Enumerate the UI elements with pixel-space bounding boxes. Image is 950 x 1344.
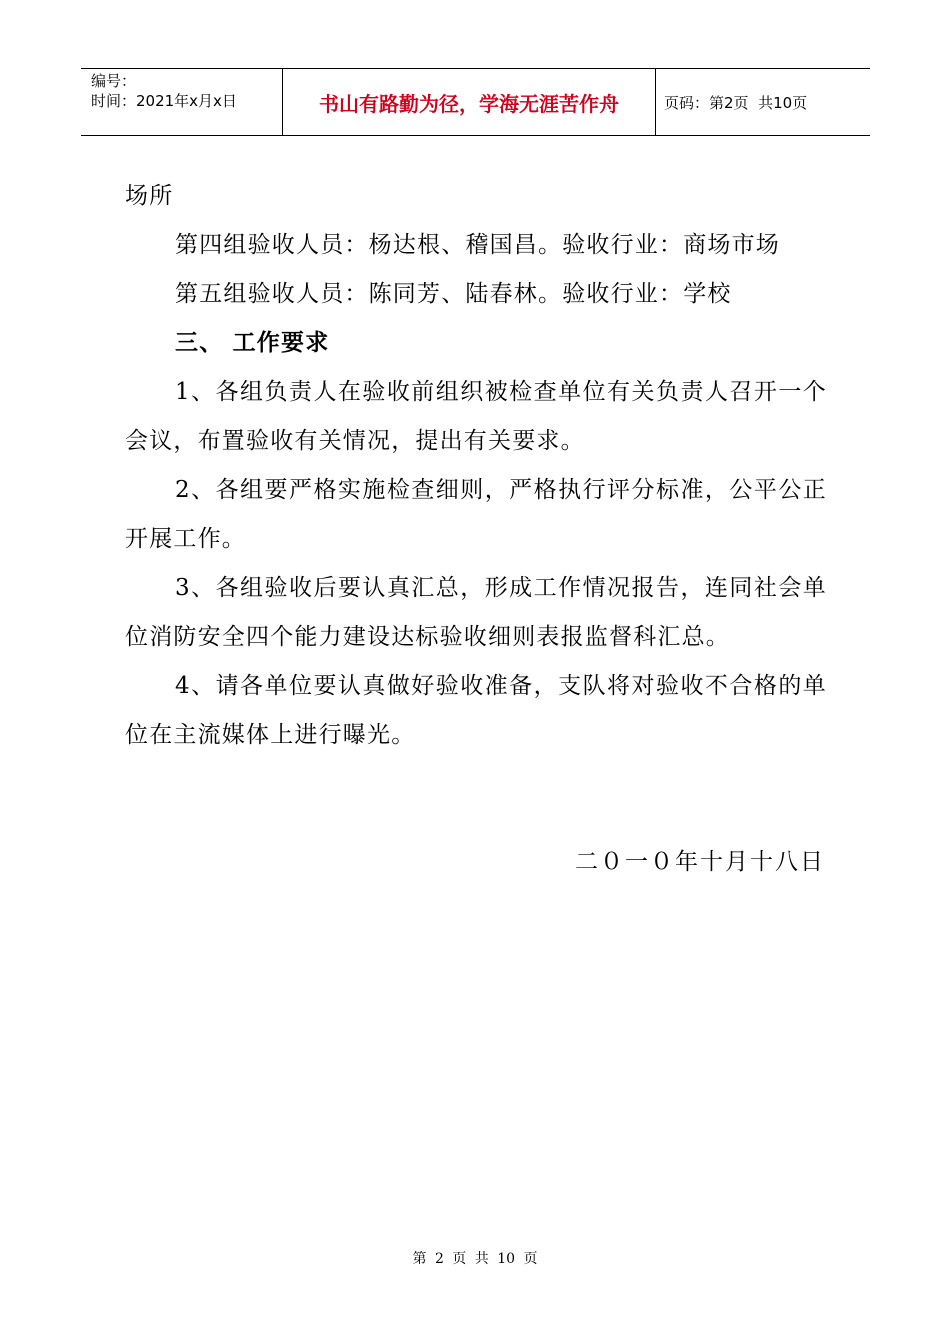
- page-header: [81, 68, 870, 136]
- section-heading: 三、 工作要求: [175, 330, 330, 356]
- header-time-label: 时间：2021年x月x日: [91, 92, 237, 110]
- header-meta: [81, 69, 283, 135]
- paragraph-group4: 第四组验收人员：杨达根、稽国昌。验收行业：商场市场: [175, 232, 780, 258]
- paragraph-item3: 3、各组验收后要认真汇总，形成工作情况报告，连同社会单位消防安全四个能力建设达标验收细则表报监督科汇总。: [125, 575, 827, 650]
- paragraph-continuation: 场所: [125, 183, 174, 209]
- document-date: 二０一０年十月十八日: [575, 849, 825, 875]
- paragraph-item4: 4、请各单位要认真做好验收准备，支队将对验收不合格的单位在主流媒体上进行曝光。: [125, 673, 827, 748]
- document-body: [125, 172, 827, 760]
- header-page-code-prefix: 页码：: [664, 93, 710, 112]
- header-page-code-value: 第2页 共10页: [709, 93, 808, 112]
- page-footer: 第 2 页 共 10 页: [412, 1251, 538, 1267]
- paragraph-item1: 1、各组负责人在验收前组织被检查单位有关负责人召开一个会议，布置验收有关情况，提出有关要求。: [125, 379, 827, 454]
- paragraph-group5: 第五组验收人员：陈同芳、陆春林。验收行业：学校: [175, 281, 732, 307]
- paragraph-item2: 2、各组要严格实施检查细则，严格执行评分标准，公平公正开展工作。: [125, 477, 827, 552]
- header-page-code: [656, 69, 870, 135]
- header-motto: 书山有路勤为径，学海无涯苦作舟: [283, 69, 656, 135]
- header-number-label: 编号：: [91, 72, 137, 90]
